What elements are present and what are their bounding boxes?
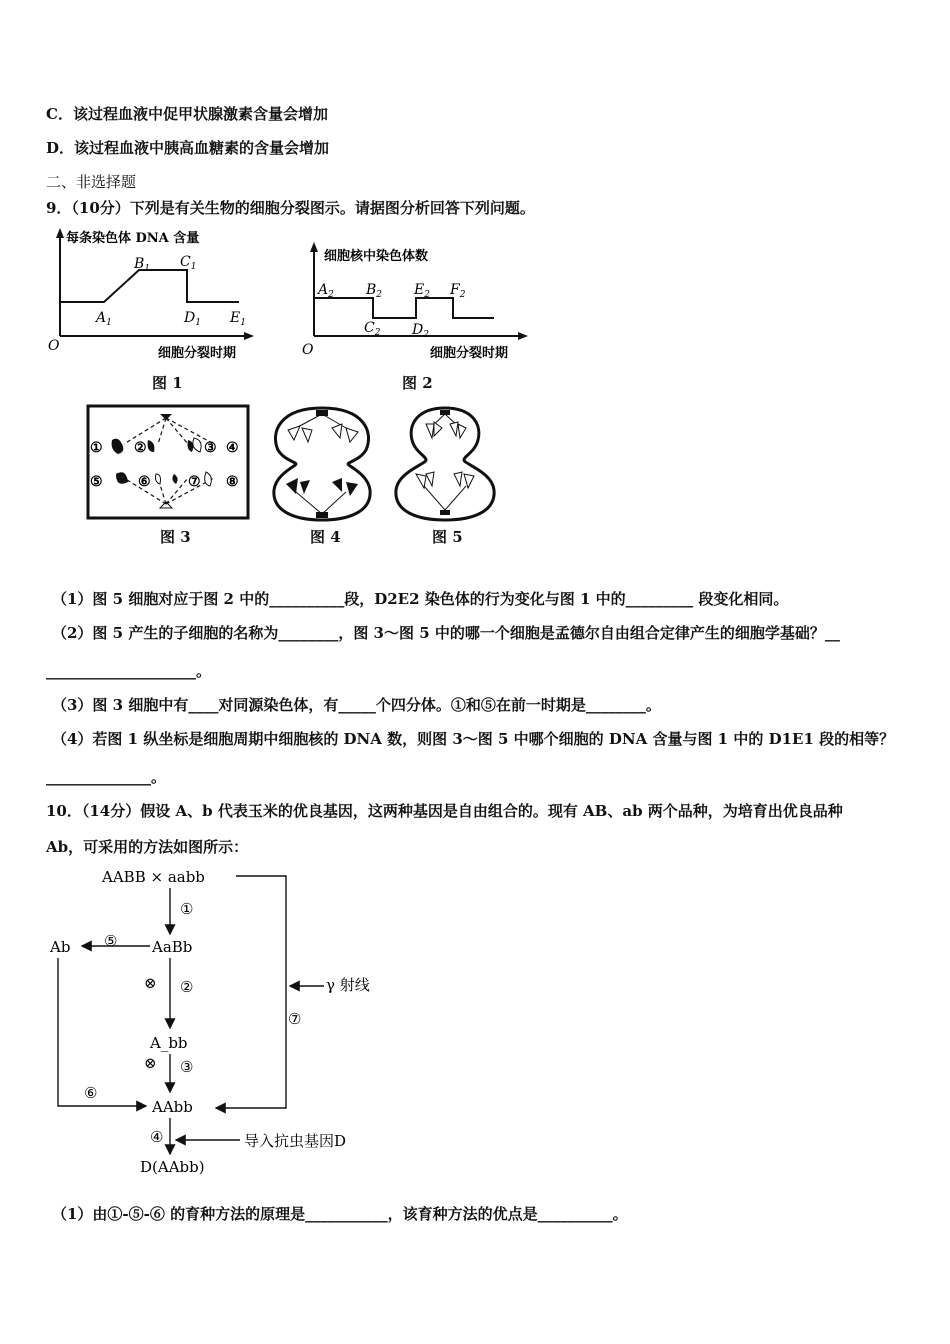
point-f2: $F_2$ bbox=[450, 282, 466, 300]
figure-2-caption: 图 2 bbox=[402, 374, 433, 392]
point-c2: $C_2$ bbox=[364, 320, 381, 338]
point-d2: $D_2$ bbox=[412, 322, 429, 340]
svg-text:①: ① bbox=[180, 900, 194, 918]
option-d: D．该过程血液中胰高血糖素的含量会增加 bbox=[46, 139, 330, 157]
q9-sub4a: （4）若图 1 纵坐标是细胞周期中细胞核的 DNA 数，则图 3～图 5 中哪个细胞的 DNA 含量与图 1 中的 D1E1 段的相等？ bbox=[52, 730, 895, 748]
q10-sub1: （1）由①-⑤-⑥ 的育种方法的原理是___________，该育种方法的优点是__________。 bbox=[52, 1205, 628, 1223]
figure-2-origin: O bbox=[302, 342, 314, 358]
point-a2: $A_2$ bbox=[318, 282, 334, 300]
haploid-label: Ab bbox=[50, 938, 71, 956]
svg-text:⑧: ⑧ bbox=[226, 474, 239, 490]
q9-sub1: （1）图 5 细胞对应于图 2 中的__________段，D2E2 染色体的行为变化与图 1 中的_________ 段变化相同。 bbox=[52, 590, 789, 608]
svg-text:②: ② bbox=[180, 978, 194, 996]
svg-text:④: ④ bbox=[226, 440, 239, 456]
question-10-stem-2: Ab，可采用的方法如图所示： bbox=[46, 838, 249, 856]
point-e2: $E_2$ bbox=[414, 282, 430, 300]
figure-1-ylabel: 每条染色体 DNA 含量 bbox=[66, 231, 200, 246]
selfed-label: A_bb bbox=[150, 1034, 188, 1052]
svg-text:④: ④ bbox=[150, 1128, 164, 1146]
q9-sub2a: （2）图 5 产生的子细胞的名称为________，图 3～图 5 中的哪一个细胞是孟德尔自由组合定律产生的细胞学基础？__ bbox=[52, 624, 840, 642]
point-b2: $B_2$ bbox=[366, 282, 383, 300]
target-label: AAbb bbox=[152, 1098, 193, 1116]
section-title: 二、非选择题 bbox=[46, 173, 137, 191]
svg-text:⑥: ⑥ bbox=[84, 1084, 98, 1102]
figure-1-caption: 图 1 bbox=[152, 374, 183, 392]
parents-label: AABB × aabb bbox=[102, 868, 205, 886]
svg-text:⑦: ⑦ bbox=[188, 474, 201, 490]
figure-4-caption: 图 4 bbox=[310, 528, 341, 546]
q9-sub4b: ______________。 bbox=[46, 768, 167, 786]
gamma-label: γ 射线 bbox=[326, 976, 370, 994]
figure-2-graph bbox=[298, 240, 538, 362]
svg-text:③: ③ bbox=[204, 440, 217, 456]
figure-2-ylabel: 细胞核中染色体数 bbox=[324, 249, 429, 264]
f1-label: AaBb bbox=[152, 938, 193, 956]
figure-3-caption: 图 3 bbox=[160, 528, 191, 546]
breeding-diagram bbox=[40, 862, 420, 1180]
svg-text:⊗: ⊗ bbox=[144, 1054, 157, 1072]
final-label: D(AAbb) bbox=[140, 1158, 205, 1176]
point-d1: $D_1$ bbox=[184, 310, 201, 328]
figure-5-caption: 图 5 bbox=[432, 528, 463, 546]
svg-text:⑤: ⑤ bbox=[90, 474, 103, 490]
figure-5-cell bbox=[390, 402, 500, 524]
q9-sub3: （3）图 3 细胞中有____对同源染色体，有_____个四分体。①和⑤在前一时期是________。 bbox=[52, 696, 661, 714]
figure-1-graph bbox=[44, 226, 274, 361]
figure-1-xlabel: 细胞分裂时期 bbox=[158, 346, 237, 361]
question-9-stem: 9．（10分）下列是有关生物的细胞分裂图示。请据图分析回答下列问题。 bbox=[46, 199, 535, 217]
svg-text:②: ② bbox=[134, 440, 147, 456]
point-a1: $A_1$ bbox=[96, 310, 112, 328]
point-c1: $C_1$ bbox=[180, 254, 197, 272]
insect-gene-label: 导入抗虫基因D bbox=[244, 1132, 347, 1150]
option-c: C．该过程血液中促甲状腺激素含量会增加 bbox=[46, 105, 328, 123]
svg-text:⑦: ⑦ bbox=[288, 1010, 302, 1028]
figure-4-cell bbox=[266, 402, 378, 524]
point-e1: $E_1$ bbox=[230, 310, 246, 328]
svg-text:⊗: ⊗ bbox=[144, 974, 157, 992]
figure-3-cell bbox=[86, 404, 250, 520]
svg-text:③: ③ bbox=[180, 1058, 194, 1076]
question-10-stem-1: 10．（14分）假设 A、b 代表玉米的优良基因，这两种基因是自由组合的。现有 AB、ab 两个品种，为培育出优良品种 bbox=[46, 802, 843, 820]
svg-text:⑥: ⑥ bbox=[138, 474, 151, 490]
svg-text:⑤: ⑤ bbox=[104, 932, 118, 950]
point-b1: $B_1$ bbox=[134, 256, 151, 274]
q9-sub2b: ____________________。 bbox=[46, 662, 212, 680]
svg-text:①: ① bbox=[90, 440, 103, 456]
figure-2-xlabel: 细胞分裂时期 bbox=[430, 346, 509, 361]
figure-1-origin: O bbox=[48, 338, 60, 354]
